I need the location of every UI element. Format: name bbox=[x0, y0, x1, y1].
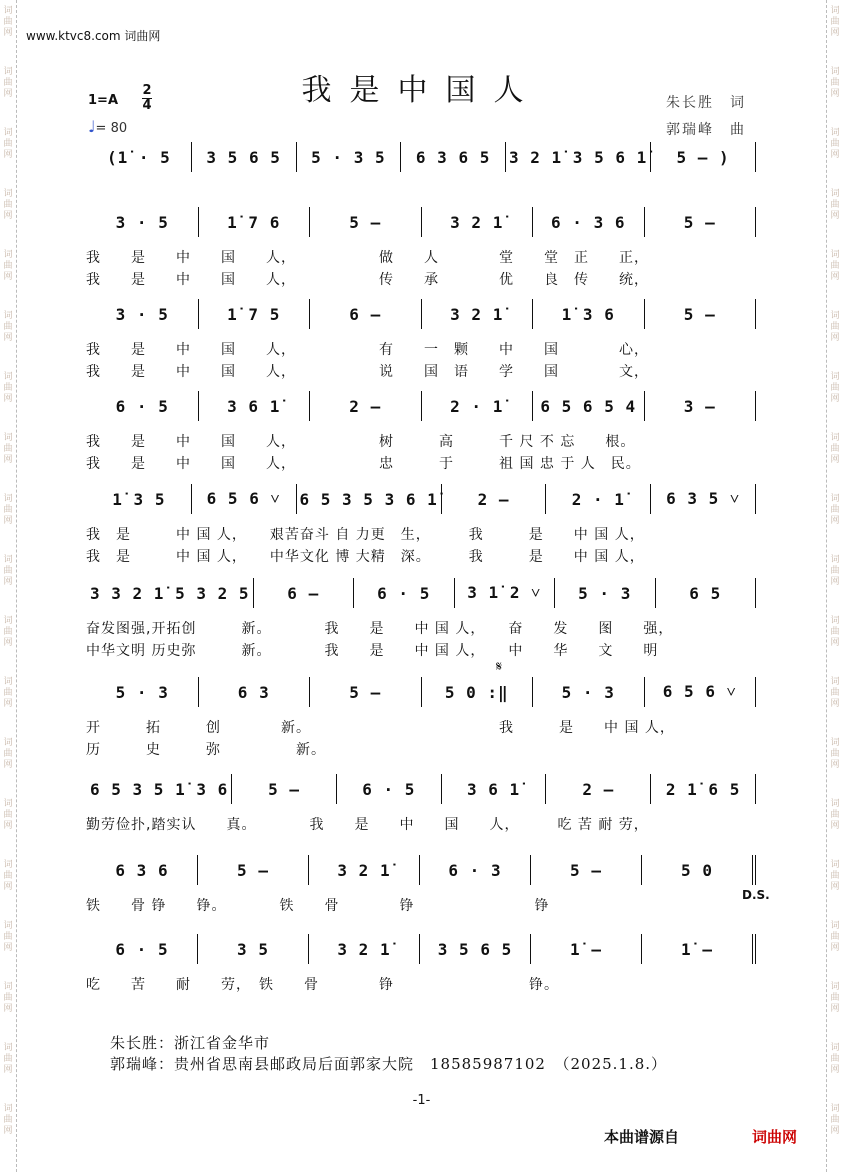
watermark-text: 词曲网 bbox=[3, 494, 13, 526]
watermark-text: 词曲网 bbox=[830, 189, 840, 221]
measure: 1̇ 7 5 bbox=[199, 299, 311, 329]
measure: 6 — bbox=[254, 578, 355, 608]
measure: 5 — ) bbox=[651, 142, 756, 172]
measure: 3 · 5 bbox=[87, 299, 199, 329]
measure: 2 1̇ 6 5 bbox=[651, 774, 756, 804]
segno-icon: 𝄋 bbox=[496, 659, 503, 675]
lyric-line: 开 拓 创 新。 我 是 中 国 人， bbox=[86, 720, 675, 736]
watermark-text: 词曲网 bbox=[830, 982, 840, 1014]
watermark-text: 词曲网 bbox=[830, 250, 840, 282]
measure: 6 · 3 bbox=[420, 855, 531, 885]
measure: 1̇ — bbox=[531, 934, 642, 964]
watermark-text: 词曲网 bbox=[830, 311, 840, 343]
measure: 3 5 6 5 bbox=[192, 142, 297, 172]
measure: 5 · 3 5 bbox=[297, 142, 402, 172]
staff-row bbox=[86, 205, 756, 239]
measure-group bbox=[86, 576, 756, 610]
watermark-text: 词曲网 bbox=[830, 799, 840, 831]
page-number: -1- bbox=[412, 1093, 431, 1108]
watermark-text: 词曲网 bbox=[3, 738, 13, 770]
watermark-text: 词曲网 bbox=[3, 6, 13, 38]
measure-group bbox=[86, 389, 756, 423]
watermark-text: 词曲网 bbox=[3, 799, 13, 831]
staff-row bbox=[86, 482, 756, 516]
measure: 3 2 1̇ bbox=[422, 299, 534, 329]
watermark-text: 词曲网 bbox=[3, 1104, 13, 1136]
lyric-line: 我 是 中 国 人， 说 国 语 学 国 文， bbox=[86, 364, 649, 380]
lyric-line: 勤劳俭扑,踏实认 真。 我 是 中 国 人， 吃 苦 耐 劳， bbox=[86, 817, 649, 833]
source-label: 本曲谱源自 bbox=[604, 1128, 680, 1146]
measure-group bbox=[86, 932, 756, 966]
watermark-text: 词曲网 bbox=[3, 921, 13, 953]
measure: (1̇ · 5 bbox=[87, 142, 192, 172]
watermark-text: 词曲网 bbox=[830, 372, 840, 404]
measure: 6 5 6 ˅ bbox=[645, 677, 757, 707]
measure: 2 · 1̇ bbox=[546, 484, 651, 514]
measure: 1̇ — bbox=[642, 934, 756, 964]
watermark-text: 词曲网 bbox=[830, 67, 840, 99]
watermark-text: 词曲网 bbox=[3, 616, 13, 648]
measure: 3 2 1̇ bbox=[422, 207, 534, 237]
measure: 5 — bbox=[198, 855, 309, 885]
watermark-text: 词曲网 bbox=[3, 1043, 13, 1075]
measure: 5 · 3 bbox=[87, 677, 199, 707]
measure: 3 3 2 1̇ 5 3 2 5 bbox=[87, 578, 254, 608]
lyric-line: 铁 骨 铮 铮。 铁 骨 铮 铮 bbox=[86, 898, 550, 914]
lyric-line: 奋发图强,开拓创 新。 我 是 中 国 人， 奋 发 图 强， bbox=[86, 621, 674, 637]
staff-row bbox=[86, 576, 756, 610]
measure: 6 5 3 5 3 6 1̇ bbox=[297, 484, 442, 514]
measure: 3 6 1̇ bbox=[442, 774, 547, 804]
lyric-line: 我 是 中 国 人， 忠 于 祖 国 忠 于 人 民。 bbox=[86, 456, 641, 472]
measure: 1̇ 3 6 bbox=[533, 299, 645, 329]
staff-row bbox=[86, 932, 756, 966]
measure: 6 · 3 6 bbox=[533, 207, 645, 237]
staff-row bbox=[86, 675, 756, 709]
quarter-note-icon: ♩ bbox=[88, 117, 96, 136]
tempo-marking bbox=[88, 117, 127, 136]
measure: 3 1̇ 2 ˅ bbox=[455, 578, 556, 608]
measure: 2 — bbox=[310, 391, 422, 421]
measure: 5 — bbox=[645, 299, 757, 329]
measure: 5 0 :‖ bbox=[422, 677, 534, 707]
measure: 6 — bbox=[310, 299, 422, 329]
measure: 5 · 3 bbox=[555, 578, 656, 608]
right-watermark-strip bbox=[826, 0, 843, 1172]
watermark-text: 词曲网 bbox=[3, 250, 13, 282]
measure: 6 · 5 bbox=[354, 578, 455, 608]
measure: 5 — bbox=[310, 207, 422, 237]
watermark-text: 词曲网 bbox=[830, 860, 840, 892]
watermark-text: 词曲网 bbox=[830, 677, 840, 709]
watermark-text: 词曲网 bbox=[830, 1104, 840, 1136]
time-signature-bottom: 4 bbox=[142, 98, 152, 113]
staff-row bbox=[86, 772, 756, 806]
lyricist-credit: 朱长胜 词 bbox=[666, 95, 746, 111]
measure: 6 3 bbox=[199, 677, 311, 707]
key-signature: 1=A bbox=[88, 93, 118, 108]
measure: 2 — bbox=[546, 774, 651, 804]
measure: 6 5 6 ˅ bbox=[192, 484, 297, 514]
measure-group bbox=[86, 297, 756, 331]
lyric-line: 我 是 中 国 人， 中华文化 博 大精 深。 我 是 中 国 人， bbox=[86, 549, 645, 565]
measure-group bbox=[86, 853, 756, 887]
source-site-link[interactable]: 词曲网 bbox=[752, 1128, 798, 1146]
measure: 3 2 1̇ bbox=[309, 934, 420, 964]
measure: 3 6 1̇ bbox=[199, 391, 311, 421]
measure-group bbox=[86, 140, 756, 174]
measure: 6 5 6 5 4 bbox=[533, 391, 645, 421]
measure: 5 — bbox=[531, 855, 642, 885]
measure: 6 3 6 bbox=[87, 855, 198, 885]
lyric-line: 我 是 中 国 人， 传 承 优 良 传 统， bbox=[86, 272, 649, 288]
measure-group bbox=[86, 772, 756, 806]
watermark-text: 词曲网 bbox=[830, 555, 840, 587]
left-watermark-strip bbox=[0, 0, 17, 1172]
staff-row bbox=[86, 389, 756, 423]
measure: 6 · 5 bbox=[87, 391, 199, 421]
lyric-line: 历 史 弥 新。 bbox=[86, 742, 326, 758]
watermark-text: 词曲网 bbox=[830, 128, 840, 160]
measure: 6 3 6 5 bbox=[401, 142, 506, 172]
measure: 2 · 1̇ bbox=[422, 391, 534, 421]
lyric-line: 我 是 中 国 人， 树 高 千 尺 不 忘 根。 bbox=[86, 434, 636, 450]
watermark-text: 词曲网 bbox=[830, 6, 840, 38]
dal-segno-marker: D.S. bbox=[742, 888, 770, 902]
measure: 6 5 bbox=[656, 578, 757, 608]
watermark-text: 词曲网 bbox=[3, 982, 13, 1014]
watermark-text: 词曲网 bbox=[3, 860, 13, 892]
watermark-text: 词曲网 bbox=[830, 738, 840, 770]
watermark-text: 词曲网 bbox=[3, 433, 13, 465]
watermark-text: 词曲网 bbox=[3, 311, 13, 343]
measure: 6 · 5 bbox=[337, 774, 442, 804]
measure: 3 5 6 5 bbox=[420, 934, 531, 964]
measure: 1̇ 7 6 bbox=[199, 207, 311, 237]
watermark-text: 词曲网 bbox=[830, 616, 840, 648]
lyric-line: 我 是 中 国 人， 有 一 颗 中 国 心， bbox=[86, 342, 649, 358]
measure: 3 2 1̇ bbox=[309, 855, 420, 885]
song-title: 我是中国人 bbox=[301, 73, 542, 108]
measure: 3 5 bbox=[198, 934, 309, 964]
time-signature bbox=[142, 84, 152, 113]
measure: 6 3 5 ˅ bbox=[651, 484, 756, 514]
measure: 3 · 5 bbox=[87, 207, 199, 237]
measure: 6 · 5 bbox=[87, 934, 198, 964]
lyric-line: 吃 苦 耐 劳， 铁 骨 铮 铮。 bbox=[86, 977, 559, 993]
lyric-line: 我 是 中 国 人， 艰苦奋斗 自 力更 生， 我 是 中 国 人， bbox=[86, 527, 645, 543]
tempo-value: = 80 bbox=[95, 121, 128, 136]
watermark-text: 词曲网 bbox=[830, 1043, 840, 1075]
watermark-text: 词曲网 bbox=[830, 494, 840, 526]
staff-row bbox=[86, 297, 756, 331]
lyric-line: 我 是 中 国 人， 做 人 堂 堂 正 正， bbox=[86, 250, 649, 266]
measure: 5 — bbox=[645, 207, 757, 237]
composer-credit: 郭瑞峰 曲 bbox=[666, 122, 746, 138]
measure: 6 5 3 5 1̇ 3 6 bbox=[87, 774, 232, 804]
footer-lyricist-address: 朱长胜：浙江省金华市 bbox=[110, 1034, 271, 1052]
measure: 5 0 bbox=[642, 855, 756, 885]
watermark-text: 词曲网 bbox=[830, 921, 840, 953]
watermark-text: 词曲网 bbox=[3, 677, 13, 709]
time-signature-top: 2 bbox=[142, 83, 152, 98]
measure: 1̇ 3 5 bbox=[87, 484, 192, 514]
watermark-text: 词曲网 bbox=[3, 128, 13, 160]
footer-composer-address: 郭瑞峰：贵州省思南县邮政局后面郭家大院 18585987102 （2025.1.8.） bbox=[110, 1055, 668, 1073]
measure: 3 — bbox=[645, 391, 757, 421]
measure-group bbox=[86, 205, 756, 239]
staff-row bbox=[86, 853, 756, 887]
staff-row bbox=[86, 140, 756, 174]
watermark-text: 词曲网 bbox=[3, 555, 13, 587]
watermark-text: 词曲网 bbox=[3, 189, 13, 221]
measure: 3 2 1̇ 3 5 6 1̇ bbox=[506, 142, 651, 172]
watermark-text: 词曲网 bbox=[3, 67, 13, 99]
measure: 5 — bbox=[310, 677, 422, 707]
watermark-text: 词曲网 bbox=[830, 433, 840, 465]
measure-group bbox=[86, 675, 756, 709]
watermark-text: 词曲网 bbox=[3, 372, 13, 404]
measure-group bbox=[86, 482, 756, 516]
measure: 5 · 3 bbox=[533, 677, 645, 707]
site-url[interactable]: www.ktvc8.com 词曲网 bbox=[26, 29, 161, 43]
measure: 2 — bbox=[442, 484, 547, 514]
measure: 5 — bbox=[232, 774, 337, 804]
lyric-line: 中华文明 历史弥 新。 我 是 中 国 人， 中 华 文 明 bbox=[86, 643, 659, 659]
